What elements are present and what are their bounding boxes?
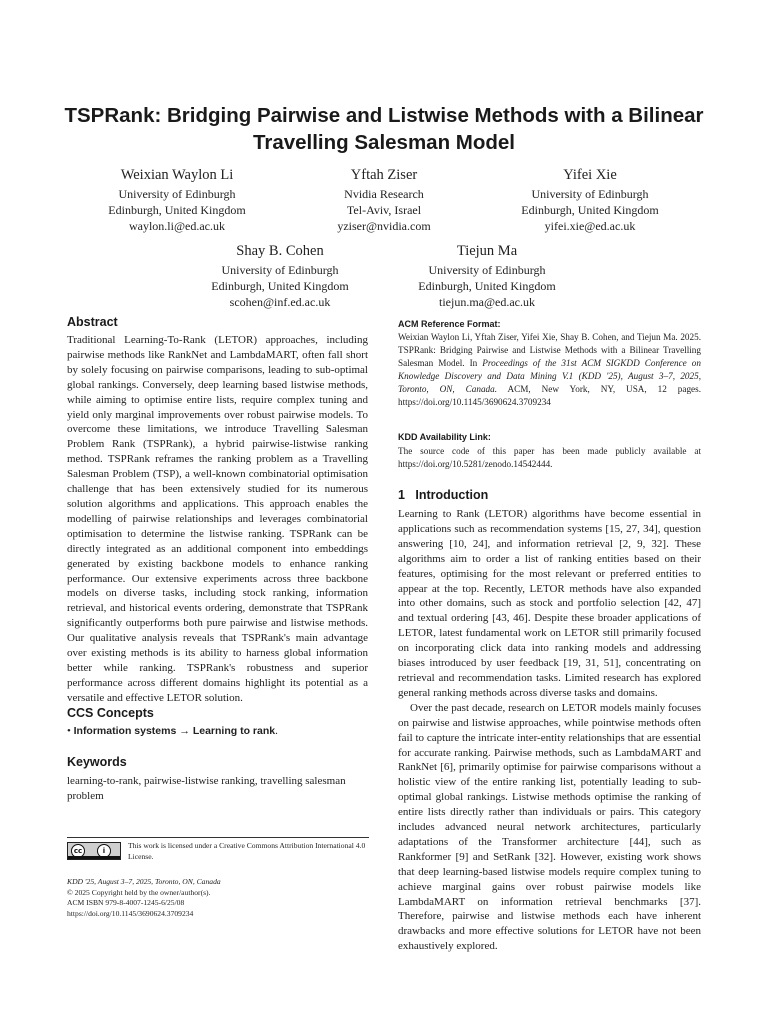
ccs-item: Information systems — [73, 725, 177, 737]
acm-reference-part1: Weixian Waylon Li, Yftah Ziser, Yifei Xie, Shay B. Cohen, and Tiejun Ma. 2025. TSPRank: Bridging Pairwise and Listwise Methods with a Bilinear Travelling Salesman Model. In — [398, 332, 701, 368]
author-affiliation: University of Edinburgh — [118, 187, 236, 201]
title-line-2: Travelling Salesman Model — [252, 131, 516, 154]
introduction-heading — [398, 488, 488, 502]
author-email[interactable]: scohen@inf.ed.ac.uk — [229, 295, 331, 309]
paper-title — [40, 102, 728, 156]
footer-copyright: © 2025 Copyright held by the owner/author(s). — [67, 887, 211, 897]
ccs-concepts-line — [67, 725, 278, 737]
acm-reference-part2: ACM, New York, NY, USA, 12 pages. https://doi.org/10.1145/3690624.3709234 — [398, 384, 701, 407]
author-location: Edinburgh, United Kingdom — [418, 279, 556, 293]
cc-by-license-badge — [67, 842, 121, 860]
kdd-link-text: The source code of this paper has been made publicly available at https://doi.org/10.5281/zenodo.14542444. — [398, 446, 701, 469]
introduction-body — [398, 507, 701, 954]
abstract-body — [67, 333, 368, 706]
acm-reference-text — [398, 331, 701, 409]
attribution-icon: i — [97, 844, 111, 858]
acm-reference-heading: ACM Reference Format: — [398, 319, 501, 329]
author-affiliation: Nvidia Research — [344, 187, 424, 201]
abstract-text: Traditional Learning-To-Rank (LETOR) approaches, including pairwise methods like RankNet and LambdaMART, often fall short by solely focusing on pairwise comparisons, leading to sub-optimal global rankings. Conversely, deep learning based listwise methods, while aiming to optimise entire lists, require complex tuning and yield only marginal improvements over robust pairwise models. To overcome these limitations, we introduce Travelling Salesman Problem Rank (TSPRank), a hybrid pairwise-listwise ranking method. TSPRank reframes the ranking problem as a Travelling Salesman Problem (TSP), a well-known combinatorial optimisation challenge that has been extensively studied for its numerous solution algorithms and applications. This approach enables the modelling of pairwise relationships and leverages combinatorial optimisation to determine the listwise ranking. TSPRank can be directly integrated as an additional component into embeddings generated by existing backbone models to enhance ranking performance. Our extensive experiments across three backbone models on diverse tasks, including stock ranking, information retrieval, and historical events ordering, demonstrate that TSPRank significantly outperforms both pure pairwise and listwise methods. Our qualitative analysis reveals that TSPRank's main advantage over existing methods is its ability to harness global information better while ranking. TSPRank's robustness and superior performance across different domains highlight its potential as a versatile and effective LETOR solution. — [67, 334, 368, 704]
author-block-4 — [190, 242, 370, 310]
author-affiliation: University of Edinburgh — [428, 263, 546, 277]
footer-isbn: ACM ISBN 979-8-4007-1245-6/25/08 — [67, 898, 185, 908]
author-name: Yftah Ziser — [350, 167, 418, 183]
ccs-bullet: • — [67, 725, 71, 737]
author-block-5 — [397, 242, 577, 310]
section-title: Introduction — [415, 488, 489, 502]
acm-reference-venue: Proceedings of the 31st ACM SIGKDD Conference on Knowledge Discovery and Data Mining V.1 (KDD '25), August 3–7, 2025, Toronto, ON, Canada. — [398, 358, 701, 394]
footer-conference: KDD '25, August 3–7, 2025, Toronto, ON, Canada — [67, 877, 221, 886]
author-block-1 — [87, 166, 267, 234]
author-email[interactable]: waylon.li@ed.ac.uk — [128, 219, 226, 233]
author-block-3 — [500, 166, 680, 234]
title-line-1: TSPRank: Bridging Pairwise and Listwise Methods with a Bilinear — [64, 104, 704, 127]
author-location: Edinburgh, United Kingdom — [108, 203, 246, 217]
footnote-rule — [67, 837, 369, 838]
author-location: Edinburgh, United Kingdom — [211, 279, 349, 293]
intro-paragraph-2: Over the past decade, research on LETOR models mainly focuses on pairwise and listwise approaches, while pointwise methods often fail to capture the intricate inter-entity relationships that are essential for accurate ranking. Pairwise methods, such as LambdaMART and RankNet [6], primarily optimise for pairwise comparisons without a holistic view of the entire ranking list, potentially leading to sub-optimal global rankings. Listwise methods optimise the ranking of entire lists directly rather than individuals or pairs. This category includes advanced neural network architectures, particularly adaptations of the Transformer architecture [44], such as Rankformer [9] and SetRank [32]. However, existing work shows that deep learning-based listwise models require complex tuning to achieve marginal gains over robust pairwise models like LambdaMART on information retrieval benchmarks [37]. Therefore, pairwise and listwise methods each have inherent drawbacks and more effective solutions for LETOR have not been exhaustively explored. — [398, 701, 701, 953]
kdd-link-heading: KDD Availability Link: — [398, 432, 491, 442]
author-name: Weixian Waylon Li — [120, 167, 234, 183]
author-location: Tel-Aviv, Israel — [346, 203, 422, 217]
footer-doi[interactable]: https://doi.org/10.1145/3690624.3709234 — [67, 908, 194, 918]
intro-paragraph-1: Learning to Rank (LETOR) algorithms have become essential in applications such as recommendation systems [15, 27, 34], question answering [10, 24], and information retrieval [2, 9, 32]. These algorithms aim to order a list of ranking entities based on their features, optimising for the most relevant or preferred entities to appear at the top. Recently, LETOR methods have also expanded into other domains, such as stock and portfolio selection [42, 47] and textual ordering [43, 46]. Despite these broader applications of LETOR, latest fundamental work on LETOR still primarily focused on incorporating click data into ranking models and addressing biases introduced by user feedback [19, 31, 51], concentrating on retrieval and recommendation tasks. Limited research has explored general ranking methods across diverse tasks and domains. — [398, 508, 701, 699]
author-affiliation: University of Edinburgh — [221, 263, 339, 277]
cc-icon: cc — [71, 844, 85, 858]
author-block-2 — [294, 166, 474, 234]
author-affiliation: University of Edinburgh — [531, 187, 649, 201]
keywords-heading: Keywords — [67, 755, 127, 769]
keywords-text: learning-to-rank, pairwise-listwise ranking, travelling salesman problem — [67, 775, 346, 802]
paper-footer — [67, 877, 221, 919]
author-location: Edinburgh, United Kingdom — [521, 203, 659, 217]
author-name: Yifei Xie — [563, 167, 617, 183]
abstract-heading: Abstract — [67, 315, 118, 329]
author-email[interactable]: yifei.xie@ed.ac.uk — [544, 219, 636, 233]
license-text: This work is licensed under a Creative Commons Attribution International 4.0 License. — [128, 841, 366, 861]
ccs-heading: CCS Concepts — [67, 706, 154, 720]
ccs-leaf: Learning to rank — [192, 725, 276, 737]
ccs-arrow: → — [179, 725, 191, 737]
author-name: Shay B. Cohen — [236, 243, 324, 259]
section-number: 1 — [398, 488, 405, 502]
author-name: Tiejun Ma — [456, 243, 518, 259]
author-email[interactable]: tiejun.ma@ed.ac.uk — [438, 295, 536, 309]
ccs-period: . — [275, 725, 278, 737]
badge-strip — [68, 856, 120, 859]
author-email[interactable]: yziser@nvidia.com — [337, 219, 431, 233]
